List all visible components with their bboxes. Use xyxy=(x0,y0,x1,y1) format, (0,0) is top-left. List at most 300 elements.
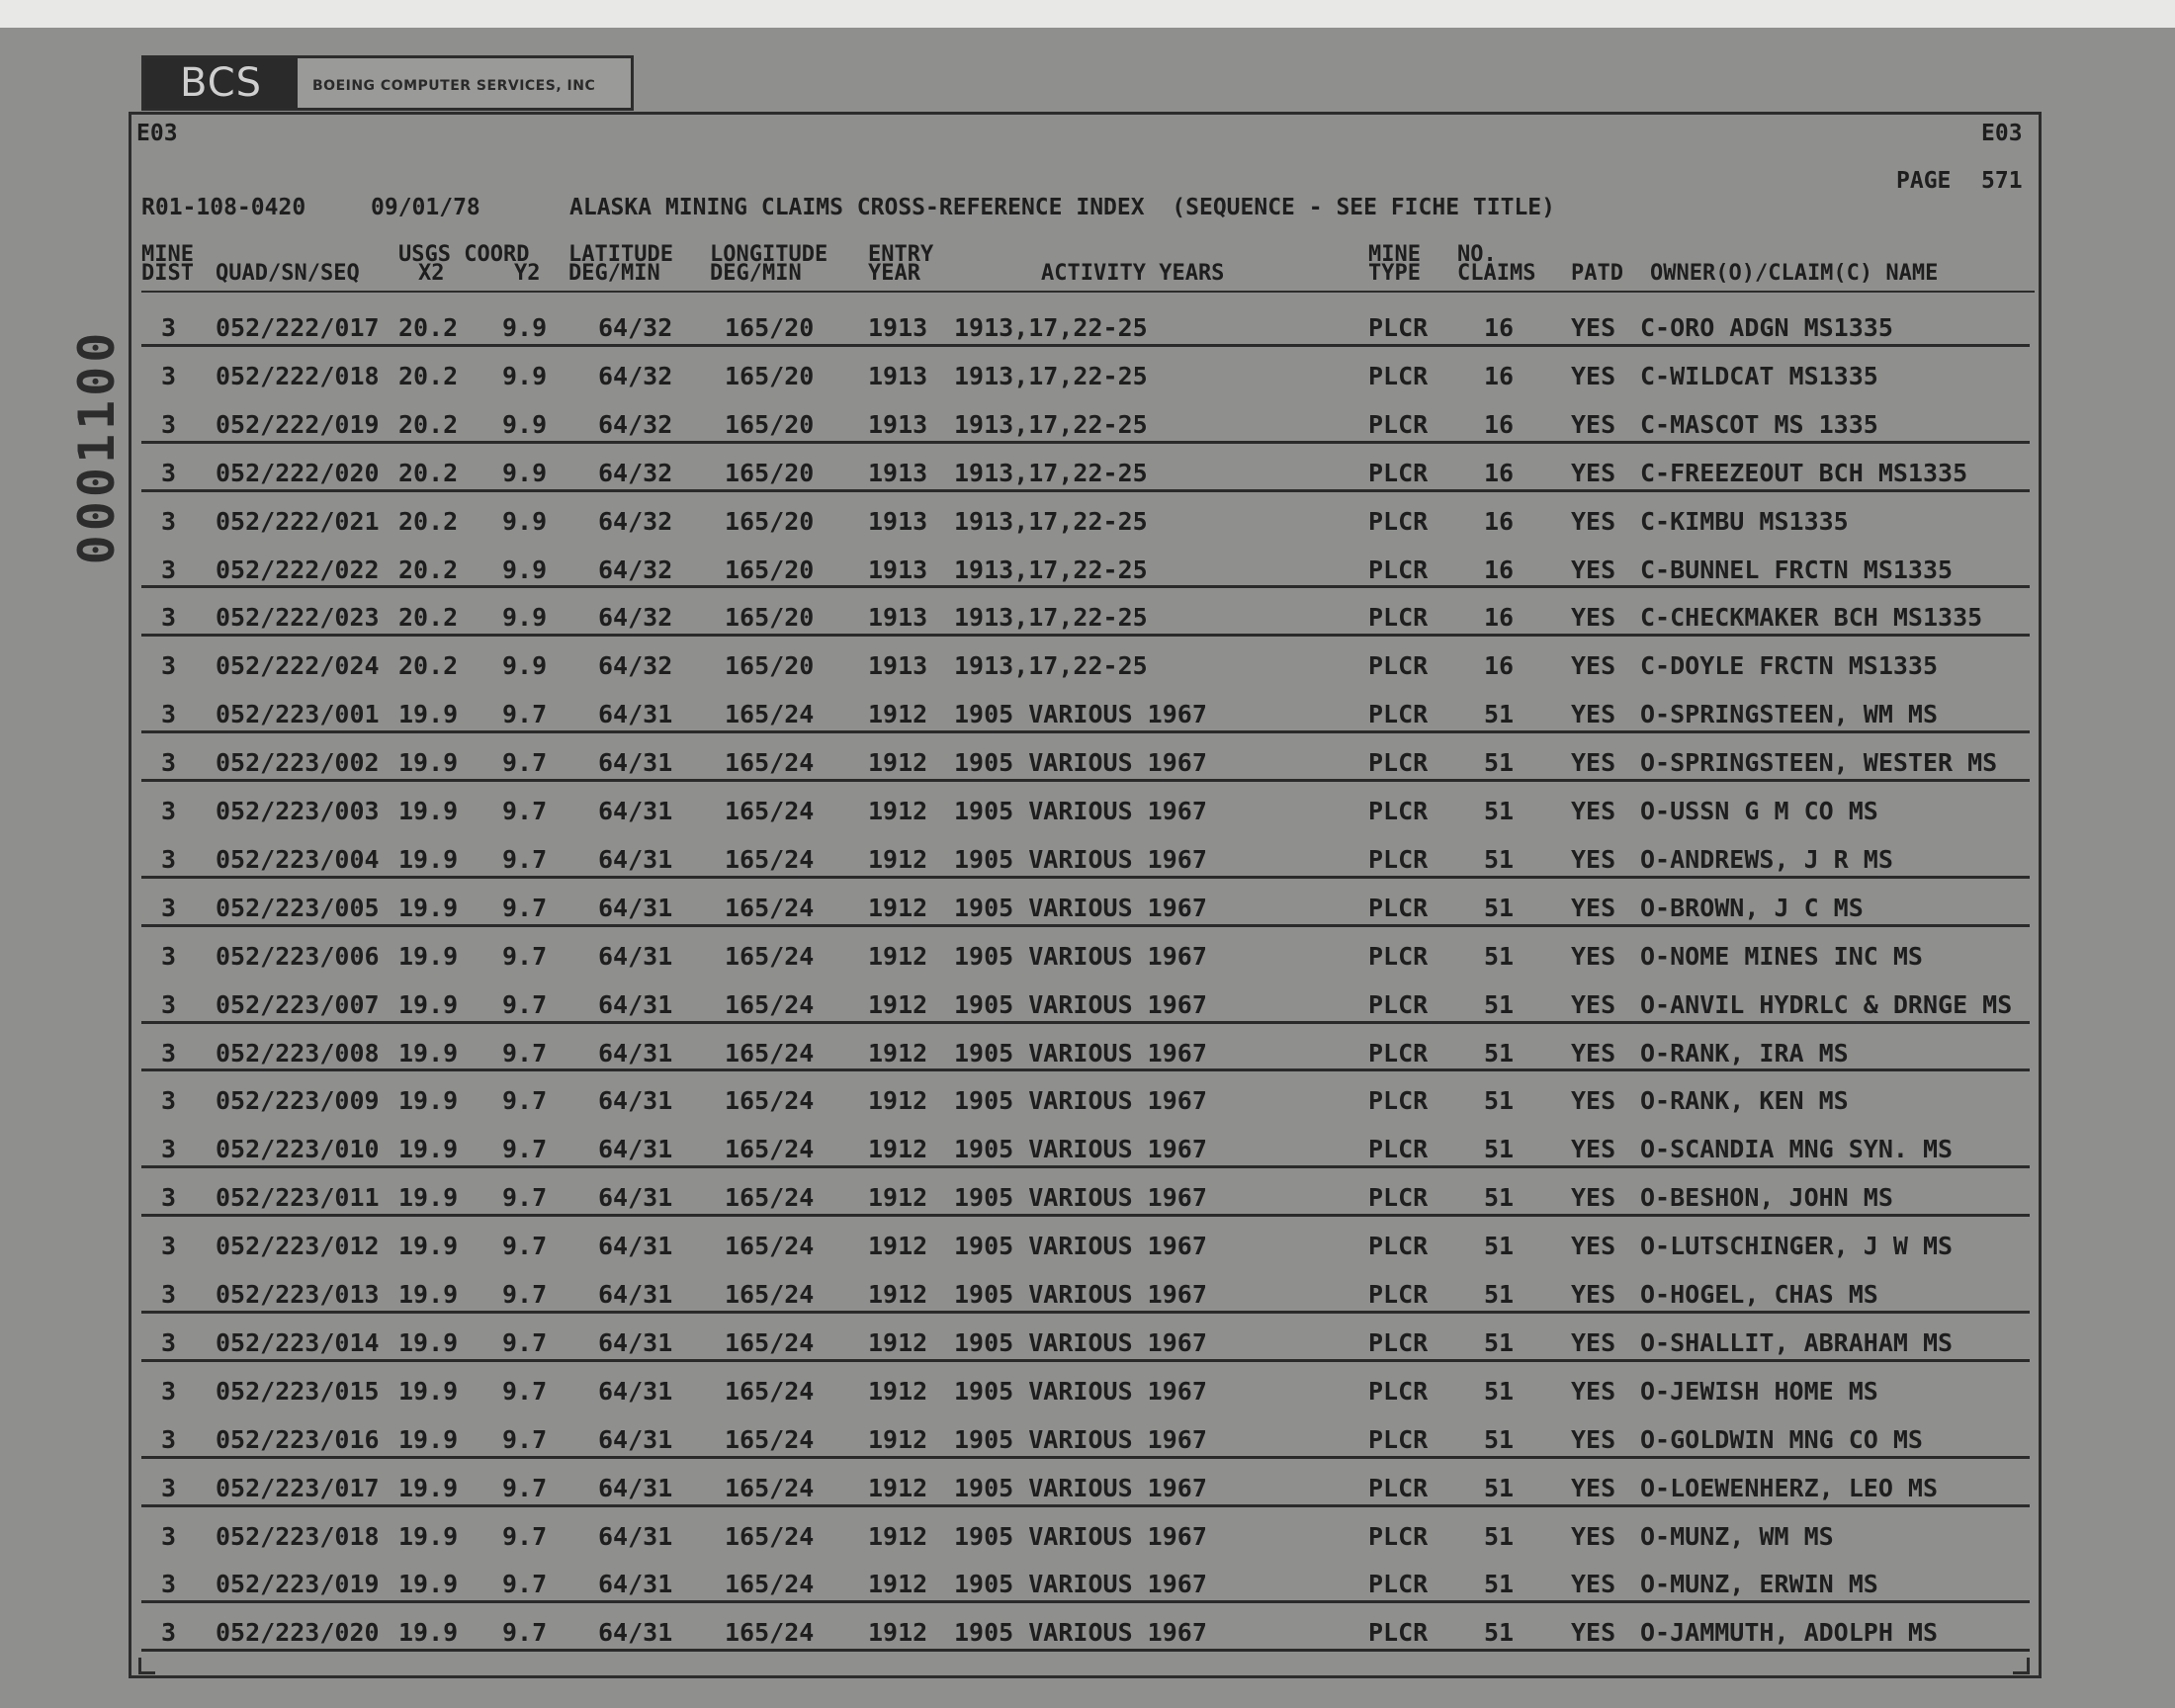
cell-latitude: 64/32 xyxy=(598,651,673,681)
page-label: PAGE xyxy=(1896,168,1952,194)
cell-activity-years: 1913,17,22-25 xyxy=(954,409,1148,439)
cell-entry-year: 1913 xyxy=(868,603,928,633)
table-row xyxy=(0,1076,2175,1125)
cell-owner-name: O-SPRINGSTEEN, WESTER MS xyxy=(1640,748,1998,778)
cell-y2: 9.7 xyxy=(502,1183,548,1213)
cell-quad-sn-seq: 052/222/020 xyxy=(216,458,380,487)
cell-mine-dist: 3 xyxy=(161,893,177,922)
cell-latitude: 64/32 xyxy=(598,458,673,487)
frame-code-right: E03 xyxy=(1981,121,2023,146)
cell-patd: YES xyxy=(1571,1086,1616,1116)
cell-quad-sn-seq: 052/223/016 xyxy=(216,1424,380,1454)
cell-entry-year: 1913 xyxy=(868,651,928,681)
cell-x2: 19.9 xyxy=(398,1183,459,1213)
cell-latitude: 64/31 xyxy=(598,748,673,778)
cell-x2: 20.2 xyxy=(398,506,459,536)
cell-y2: 9.7 xyxy=(502,1521,548,1551)
table-row xyxy=(0,352,2175,400)
cell-longitude: 165/24 xyxy=(725,1038,815,1068)
cell-x2: 19.9 xyxy=(398,1618,459,1648)
row-rule xyxy=(141,1456,2030,1459)
row-rule xyxy=(141,1359,2030,1362)
cell-mine-dist: 3 xyxy=(161,1183,177,1213)
cell-longitude: 165/24 xyxy=(725,1424,815,1454)
cell-longitude: 165/24 xyxy=(725,1570,815,1599)
cell-y2: 9.9 xyxy=(502,313,548,342)
cell-quad-sn-seq: 052/223/003 xyxy=(216,797,380,825)
cell-mine-type: PLCR xyxy=(1368,1570,1429,1599)
cell-quad-sn-seq: 052/222/017 xyxy=(216,313,380,342)
cell-x2: 19.9 xyxy=(398,1521,459,1551)
cell-latitude: 64/32 xyxy=(598,313,673,342)
cell-entry-year: 1912 xyxy=(868,1424,928,1454)
cell-entry-year: 1912 xyxy=(868,1038,928,1068)
cell-mine-type: PLCR xyxy=(1368,1183,1429,1213)
cell-longitude: 165/24 xyxy=(725,748,815,778)
cell-y2: 9.9 xyxy=(502,506,548,536)
cell-y2: 9.9 xyxy=(502,409,548,439)
cell-patd: YES xyxy=(1571,748,1616,778)
cell-patd: YES xyxy=(1571,651,1616,681)
cell-latitude: 64/31 xyxy=(598,893,673,922)
row-rule xyxy=(141,1311,2030,1314)
cell-longitude: 165/24 xyxy=(725,797,815,825)
cell-x2: 19.9 xyxy=(398,1424,459,1454)
cell-activity-years: 1905 VARIOUS 1967 xyxy=(954,1280,1207,1309)
cell-owner-name: O-USSN G M CO MS xyxy=(1640,797,1878,825)
cell-entry-year: 1912 xyxy=(868,1570,928,1599)
cell-patd: YES xyxy=(1571,1618,1616,1648)
bcs-logo xyxy=(141,55,634,111)
cell-patd: YES xyxy=(1571,893,1616,922)
cell-no-claims: 51 xyxy=(1484,797,1515,825)
cell-entry-year: 1912 xyxy=(868,989,928,1019)
cell-x2: 19.9 xyxy=(398,1570,459,1599)
cell-entry-year: 1912 xyxy=(868,1521,928,1551)
cell-y2: 9.7 xyxy=(502,1424,548,1454)
cell-activity-years: 1913,17,22-25 xyxy=(954,458,1148,487)
cell-mine-dist: 3 xyxy=(161,941,177,971)
cell-mine-type: PLCR xyxy=(1368,1327,1429,1357)
cell-patd: YES xyxy=(1571,1521,1616,1551)
cell-patd: YES xyxy=(1571,1376,1616,1406)
cell-no-claims: 51 xyxy=(1484,1618,1515,1648)
cell-y2: 9.9 xyxy=(502,651,548,681)
cell-owner-name: O-BROWN, J C MS xyxy=(1640,893,1864,922)
cell-activity-years: 1905 VARIOUS 1967 xyxy=(954,893,1207,922)
side-stamp-text: 0001100 xyxy=(68,328,126,565)
cell-quad-sn-seq: 052/223/005 xyxy=(216,893,380,922)
cell-entry-year: 1912 xyxy=(868,893,928,922)
cell-entry-year: 1913 xyxy=(868,506,928,536)
cell-mine-type: PLCR xyxy=(1368,1376,1429,1406)
cell-mine-dist: 3 xyxy=(161,1424,177,1454)
cell-mine-dist: 3 xyxy=(161,555,177,584)
cell-entry-year: 1912 xyxy=(868,1280,928,1309)
cell-mine-dist: 3 xyxy=(161,1521,177,1551)
cell-activity-years: 1913,17,22-25 xyxy=(954,603,1148,633)
row-rule xyxy=(141,779,2030,782)
cell-x2: 19.9 xyxy=(398,700,459,729)
cell-latitude: 64/31 xyxy=(598,1232,673,1261)
row-rule xyxy=(141,634,2030,637)
cell-patd: YES xyxy=(1571,555,1616,584)
cell-quad-sn-seq: 052/223/011 xyxy=(216,1183,380,1213)
cell-quad-sn-seq: 052/223/014 xyxy=(216,1327,380,1357)
cell-y2: 9.7 xyxy=(502,1327,548,1357)
col-head-y2: Y2 xyxy=(514,261,541,286)
cell-latitude: 64/32 xyxy=(598,409,673,439)
cell-mine-type: PLCR xyxy=(1368,1135,1429,1164)
cell-x2: 19.9 xyxy=(398,1327,459,1357)
cell-mine-dist: 3 xyxy=(161,458,177,487)
col-head-mine-dist: MINE DIST xyxy=(141,242,194,286)
cell-latitude: 64/31 xyxy=(598,1521,673,1551)
cell-no-claims: 51 xyxy=(1484,1521,1515,1551)
cell-activity-years: 1905 VARIOUS 1967 xyxy=(954,941,1207,971)
col-head-x2: X2 xyxy=(418,261,445,286)
cell-quad-sn-seq: 052/222/019 xyxy=(216,409,380,439)
frame-code-left: E03 xyxy=(136,121,178,146)
cell-patd: YES xyxy=(1571,1038,1616,1068)
cell-no-claims: 16 xyxy=(1484,651,1515,681)
cell-latitude: 64/31 xyxy=(598,1618,673,1648)
col-head-activity-years: ACTIVITY YEARS xyxy=(1041,261,1225,286)
cell-owner-name: O-LUTSCHINGER, J W MS xyxy=(1640,1232,1954,1261)
cell-quad-sn-seq: 052/222/023 xyxy=(216,603,380,633)
cell-entry-year: 1912 xyxy=(868,844,928,874)
cell-no-claims: 51 xyxy=(1484,1424,1515,1454)
cell-no-claims: 51 xyxy=(1484,1327,1515,1357)
cell-longitude: 165/24 xyxy=(725,1280,815,1309)
cell-activity-years: 1905 VARIOUS 1967 xyxy=(954,1618,1207,1648)
cell-quad-sn-seq: 052/222/018 xyxy=(216,361,380,390)
frame-corner-mark xyxy=(2013,1658,2030,1674)
cell-y2: 9.7 xyxy=(502,1280,548,1309)
cell-patd: YES xyxy=(1571,1570,1616,1599)
cell-activity-years: 1905 VARIOUS 1967 xyxy=(954,1086,1207,1116)
cell-entry-year: 1912 xyxy=(868,1135,928,1164)
cell-y2: 9.7 xyxy=(502,748,548,778)
cell-y2: 9.7 xyxy=(502,844,548,874)
cell-longitude: 165/24 xyxy=(725,1376,815,1406)
cell-mine-type: PLCR xyxy=(1368,1038,1429,1068)
cell-quad-sn-seq: 052/223/018 xyxy=(216,1521,380,1551)
cell-x2: 19.9 xyxy=(398,1135,459,1164)
cell-mine-type: PLCR xyxy=(1368,844,1429,874)
cell-latitude: 64/32 xyxy=(598,506,673,536)
cell-owner-name: O-SHALLIT, ABRAHAM MS xyxy=(1640,1327,1954,1357)
cell-longitude: 165/24 xyxy=(725,1135,815,1164)
cell-no-claims: 51 xyxy=(1484,893,1515,922)
cell-y2: 9.7 xyxy=(502,1376,548,1406)
cell-latitude: 64/31 xyxy=(598,1473,673,1502)
cell-latitude: 64/31 xyxy=(598,844,673,874)
cell-latitude: 64/31 xyxy=(598,1183,673,1213)
cell-no-claims: 16 xyxy=(1484,603,1515,633)
row-rule xyxy=(141,1214,2030,1217)
cell-quad-sn-seq: 052/222/021 xyxy=(216,506,380,536)
cell-activity-years: 1905 VARIOUS 1967 xyxy=(954,989,1207,1019)
cell-mine-dist: 3 xyxy=(161,1038,177,1068)
row-rule xyxy=(141,1021,2030,1024)
cell-x2: 20.2 xyxy=(398,555,459,584)
cell-latitude: 64/31 xyxy=(598,797,673,825)
cell-longitude: 165/24 xyxy=(725,1086,815,1116)
cell-activity-years: 1905 VARIOUS 1967 xyxy=(954,797,1207,825)
cell-mine-dist: 3 xyxy=(161,603,177,633)
col-head-quad: QUAD/SN/SEQ xyxy=(216,261,360,286)
cell-quad-sn-seq: 052/223/019 xyxy=(216,1570,380,1599)
cell-no-claims: 51 xyxy=(1484,989,1515,1019)
cell-x2: 19.9 xyxy=(398,1473,459,1502)
cell-latitude: 64/32 xyxy=(598,603,673,633)
table-row xyxy=(0,641,2175,690)
cell-longitude: 165/24 xyxy=(725,941,815,971)
table-row xyxy=(0,787,2175,835)
table-row xyxy=(0,1222,2175,1270)
cell-no-claims: 51 xyxy=(1484,1376,1515,1406)
cell-longitude: 165/20 xyxy=(725,458,815,487)
cell-mine-dist: 3 xyxy=(161,748,177,778)
cell-no-claims: 51 xyxy=(1484,844,1515,874)
cell-quad-sn-seq: 052/223/017 xyxy=(216,1473,380,1502)
cell-mine-type: PLCR xyxy=(1368,989,1429,1019)
cell-entry-year: 1912 xyxy=(868,1473,928,1502)
cell-mine-dist: 3 xyxy=(161,1473,177,1502)
row-rule xyxy=(141,1504,2030,1507)
cell-latitude: 64/31 xyxy=(598,1424,673,1454)
cell-longitude: 165/20 xyxy=(725,555,815,584)
cell-no-claims: 51 xyxy=(1484,748,1515,778)
row-rule xyxy=(141,441,2030,444)
cell-mine-dist: 3 xyxy=(161,989,177,1019)
cell-patd: YES xyxy=(1571,1183,1616,1213)
cell-y2: 9.9 xyxy=(502,555,548,584)
cell-longitude: 165/20 xyxy=(725,361,815,390)
cell-y2: 9.7 xyxy=(502,1232,548,1261)
cell-no-claims: 16 xyxy=(1484,361,1515,390)
col-head-entry-year: ENTRY YEAR xyxy=(868,242,934,286)
cell-longitude: 165/24 xyxy=(725,700,815,729)
cell-no-claims: 51 xyxy=(1484,1280,1515,1309)
table-row xyxy=(0,1512,2175,1561)
cell-latitude: 64/31 xyxy=(598,1376,673,1406)
cell-no-claims: 51 xyxy=(1484,700,1515,729)
bcs-logo-mark: BCS xyxy=(144,58,298,108)
cell-x2: 19.9 xyxy=(398,1086,459,1116)
cell-mine-dist: 3 xyxy=(161,797,177,825)
row-rule xyxy=(141,585,2030,588)
page-number: 571 xyxy=(1981,168,2023,194)
cell-mine-dist: 3 xyxy=(161,651,177,681)
row-rule xyxy=(141,1649,2030,1652)
cell-quad-sn-seq: 052/223/006 xyxy=(216,941,380,971)
cell-no-claims: 51 xyxy=(1484,1086,1515,1116)
col-head-usgs-coord: USGS COORD xyxy=(398,242,530,267)
cell-longitude: 165/24 xyxy=(725,1183,815,1213)
cell-owner-name: O-ANVIL HYDRLC & DRNGE MS xyxy=(1640,989,2013,1019)
cell-quad-sn-seq: 052/223/010 xyxy=(216,1135,380,1164)
cell-owner-name: O-MUNZ, ERWIN MS xyxy=(1640,1570,1878,1599)
column-header-rule xyxy=(141,291,2035,293)
cell-latitude: 64/31 xyxy=(598,1280,673,1309)
col-head-patd: PATD xyxy=(1571,261,1623,286)
table-row xyxy=(0,932,2175,981)
cell-latitude: 64/31 xyxy=(598,700,673,729)
cell-longitude: 165/20 xyxy=(725,313,815,342)
cell-longitude: 165/24 xyxy=(725,1473,815,1502)
cell-y2: 9.7 xyxy=(502,989,548,1019)
cell-x2: 19.9 xyxy=(398,893,459,922)
cell-owner-name: C-WILDCAT MS1335 xyxy=(1640,361,1878,390)
cell-owner-name: O-JEWISH HOME MS xyxy=(1640,1376,1878,1406)
cell-latitude: 64/31 xyxy=(598,1327,673,1357)
cell-activity-years: 1913,17,22-25 xyxy=(954,651,1148,681)
cell-entry-year: 1912 xyxy=(868,1327,928,1357)
cell-quad-sn-seq: 052/222/022 xyxy=(216,555,380,584)
cell-mine-type: PLCR xyxy=(1368,1473,1429,1502)
cell-y2: 9.7 xyxy=(502,1086,548,1116)
cell-mine-dist: 3 xyxy=(161,1232,177,1261)
cell-owner-name: O-NOME MINES INC MS xyxy=(1640,941,1923,971)
cell-owner-name: C-FREEZEOUT BCH MS1335 xyxy=(1640,458,1968,487)
cell-latitude: 64/32 xyxy=(598,361,673,390)
cell-mine-dist: 3 xyxy=(161,1327,177,1357)
cell-quad-sn-seq: 052/223/009 xyxy=(216,1086,380,1116)
cell-mine-type: PLCR xyxy=(1368,797,1429,825)
cell-quad-sn-seq: 052/223/002 xyxy=(216,748,380,778)
cell-y2: 9.7 xyxy=(502,893,548,922)
cell-entry-year: 1913 xyxy=(868,361,928,390)
report-date: 09/01/78 xyxy=(371,195,480,220)
cell-mine-type: PLCR xyxy=(1368,506,1429,536)
cell-no-claims: 16 xyxy=(1484,458,1515,487)
cell-y2: 9.9 xyxy=(502,458,548,487)
cell-owner-name: O-SPRINGSTEEN, WM MS xyxy=(1640,700,1939,729)
cell-y2: 9.7 xyxy=(502,1038,548,1068)
row-rule xyxy=(141,730,2030,733)
cell-y2: 9.7 xyxy=(502,1618,548,1648)
cell-x2: 19.9 xyxy=(398,1280,459,1309)
cell-x2: 20.2 xyxy=(398,361,459,390)
cell-patd: YES xyxy=(1571,313,1616,342)
company-name: BOEING COMPUTER SERVICES, INC xyxy=(312,78,596,94)
cell-activity-years: 1905 VARIOUS 1967 xyxy=(954,1135,1207,1164)
row-rule xyxy=(141,489,2030,492)
cell-owner-name: C-BUNNEL FRCTN MS1335 xyxy=(1640,555,1954,584)
row-rule xyxy=(141,876,2030,879)
cell-patd: YES xyxy=(1571,1135,1616,1164)
cell-patd: YES xyxy=(1571,700,1616,729)
cell-patd: YES xyxy=(1571,603,1616,633)
cell-entry-year: 1912 xyxy=(868,700,928,729)
cell-mine-type: PLCR xyxy=(1368,1424,1429,1454)
cell-entry-year: 1912 xyxy=(868,1376,928,1406)
cell-y2: 9.7 xyxy=(502,1473,548,1502)
col-head-latitude: LATITUDE DEG/MIN xyxy=(568,242,673,286)
cell-mine-type: PLCR xyxy=(1368,409,1429,439)
cell-mine-type: PLCR xyxy=(1368,1521,1429,1551)
cell-owner-name: O-GOLDWIN MNG CO MS xyxy=(1640,1424,1923,1454)
cell-owner-name: O-SCANDIA MNG SYN. MS xyxy=(1640,1135,1954,1164)
row-rule xyxy=(141,1600,2030,1603)
cell-mine-dist: 3 xyxy=(161,361,177,390)
cell-y2: 9.7 xyxy=(502,797,548,825)
cell-x2: 19.9 xyxy=(398,941,459,971)
cell-latitude: 64/31 xyxy=(598,1086,673,1116)
cell-mine-type: PLCR xyxy=(1368,893,1429,922)
cell-longitude: 165/24 xyxy=(725,844,815,874)
cell-longitude: 165/24 xyxy=(725,989,815,1019)
cell-mine-type: PLCR xyxy=(1368,603,1429,633)
cell-quad-sn-seq: 052/223/007 xyxy=(216,989,380,1019)
cell-mine-type: PLCR xyxy=(1368,458,1429,487)
cell-latitude: 64/31 xyxy=(598,941,673,971)
cell-entry-year: 1913 xyxy=(868,409,928,439)
cell-y2: 9.9 xyxy=(502,361,548,390)
cell-activity-years: 1905 VARIOUS 1967 xyxy=(954,1376,1207,1406)
cell-mine-dist: 3 xyxy=(161,1280,177,1309)
col-head-longitude: LONGITUDE DEG/MIN xyxy=(710,242,828,286)
cell-quad-sn-seq: 052/223/001 xyxy=(216,700,380,729)
frame-corner-mark xyxy=(138,1658,155,1674)
report-id: R01-108-0420 xyxy=(141,195,306,220)
cell-activity-years: 1905 VARIOUS 1967 xyxy=(954,1473,1207,1502)
cell-latitude: 64/32 xyxy=(598,555,673,584)
cell-patd: YES xyxy=(1571,409,1616,439)
cell-owner-name: O-LOEWENHERZ, LEO MS xyxy=(1640,1473,1939,1502)
cell-owner-name: O-HOGEL, CHAS MS xyxy=(1640,1280,1878,1309)
cell-owner-name: C-CHECKMAKER BCH MS1335 xyxy=(1640,603,1983,633)
cell-no-claims: 51 xyxy=(1484,1232,1515,1261)
cell-owner-name: O-MUNZ, WM MS xyxy=(1640,1521,1834,1551)
cell-x2: 20.2 xyxy=(398,313,459,342)
cell-mine-dist: 3 xyxy=(161,506,177,536)
cell-quad-sn-seq: 052/223/008 xyxy=(216,1038,380,1068)
cell-x2: 19.9 xyxy=(398,1232,459,1261)
cell-longitude: 165/20 xyxy=(725,651,815,681)
cell-mine-dist: 3 xyxy=(161,1570,177,1599)
cell-mine-type: PLCR xyxy=(1368,651,1429,681)
cell-mine-type: PLCR xyxy=(1368,361,1429,390)
cell-activity-years: 1913,17,22-25 xyxy=(954,313,1148,342)
cell-y2: 9.7 xyxy=(502,700,548,729)
cell-owner-name: O-RANK, IRA MS xyxy=(1640,1038,1849,1068)
cell-no-claims: 16 xyxy=(1484,313,1515,342)
cell-mine-dist: 3 xyxy=(161,409,177,439)
cell-mine-dist: 3 xyxy=(161,1135,177,1164)
cell-mine-dist: 3 xyxy=(161,844,177,874)
cell-x2: 20.2 xyxy=(398,409,459,439)
cell-x2: 19.9 xyxy=(398,748,459,778)
cell-no-claims: 51 xyxy=(1484,1038,1515,1068)
cell-mine-type: PLCR xyxy=(1368,1280,1429,1309)
cell-mine-dist: 3 xyxy=(161,1618,177,1648)
cell-quad-sn-seq: 052/223/015 xyxy=(216,1376,380,1406)
cell-latitude: 64/31 xyxy=(598,1135,673,1164)
cell-no-claims: 51 xyxy=(1484,1570,1515,1599)
cell-patd: YES xyxy=(1571,1280,1616,1309)
cell-mine-type: PLCR xyxy=(1368,700,1429,729)
cell-latitude: 64/31 xyxy=(598,989,673,1019)
cell-mine-type: PLCR xyxy=(1368,313,1429,342)
cell-x2: 19.9 xyxy=(398,1038,459,1068)
cell-activity-years: 1905 VARIOUS 1967 xyxy=(954,844,1207,874)
cell-no-claims: 51 xyxy=(1484,1183,1515,1213)
cell-x2: 19.9 xyxy=(398,1376,459,1406)
cell-owner-name: C-KIMBU MS1335 xyxy=(1640,506,1849,536)
